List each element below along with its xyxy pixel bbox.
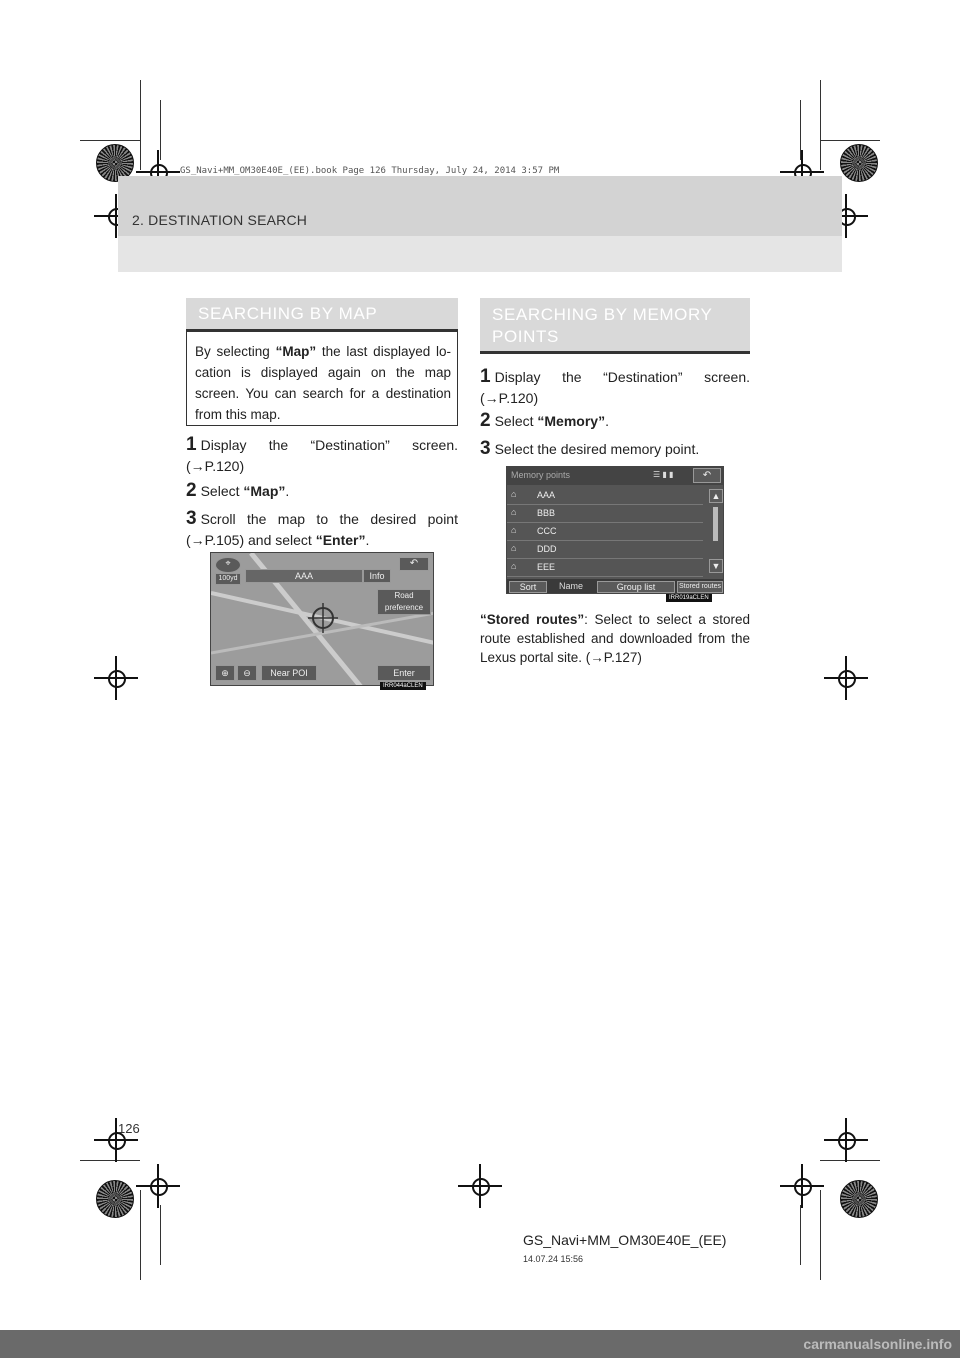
scrollbar[interactable]	[713, 507, 718, 541]
memory-point-icon: ⌂	[511, 561, 517, 571]
enter-button[interactable]: Enter	[377, 665, 431, 681]
watermark-text: carmanualsonline.info	[803, 1336, 952, 1352]
crop-mark	[80, 1160, 140, 1161]
step-3: 3 Select the desired memory point.	[480, 438, 700, 459]
registration-rosette	[840, 144, 878, 182]
crop-mark	[140, 1190, 141, 1280]
registration-mark	[146, 1174, 170, 1198]
info-button[interactable]: Info	[363, 569, 391, 583]
image-code: IRR019aCLEN	[666, 594, 712, 602]
compass-icon[interactable]: ⌖	[215, 557, 241, 573]
footer-code: GS_Navi+MM_OM30E40E_(EE)	[523, 1232, 727, 1248]
registration-mark	[468, 1174, 492, 1198]
list-item[interactable]	[507, 487, 703, 505]
stored-routes-button[interactable]: Stored routes	[677, 581, 723, 593]
zoom-in-button[interactable]: ⊕	[215, 665, 235, 681]
list-item-label: CCC	[537, 526, 557, 536]
list-item[interactable]	[507, 559, 703, 577]
watermark-bar	[0, 1330, 960, 1358]
memory-point-icon: ⌂	[511, 507, 517, 517]
registration-mark	[834, 666, 858, 690]
crop-mark	[820, 1160, 880, 1161]
street-name-bar: AAA	[245, 569, 363, 583]
page-down-icon[interactable]: ▼	[709, 559, 723, 573]
memory-point-icon: ⌂	[511, 489, 517, 499]
page-up-icon[interactable]: ▲	[709, 489, 723, 503]
crop-mark	[820, 80, 821, 170]
crop-mark	[80, 140, 140, 141]
group-list-button[interactable]: Group list	[597, 581, 675, 593]
section-label: 2. DESTINATION SEARCH	[132, 212, 308, 228]
map-screenshot	[210, 552, 434, 686]
page-number: 126	[118, 1121, 140, 1136]
stored-routes-note: “Stored routes”: Select to select a stored route established and downloaded from the Lexus portal site. (→P.127)	[480, 612, 750, 665]
crop-mark	[140, 80, 141, 170]
memory-points-list	[507, 487, 703, 577]
registration-mark	[104, 666, 128, 690]
list-item[interactable]	[507, 505, 703, 523]
crop-mark	[800, 1205, 801, 1265]
list-item[interactable]	[507, 541, 703, 559]
intro-box: By selecting “Map” the last displayed lo-cation is displayed again on the map screen. You can search for a destination from this map.	[186, 332, 458, 426]
section-title-map: SEARCHING BY MAP	[186, 298, 458, 332]
step-1: 1 Display the “Destination” screen. (→P.120)	[186, 434, 458, 474]
sort-button[interactable]: Sort	[509, 581, 547, 593]
registration-rosette	[840, 1180, 878, 1218]
registration-rosette	[96, 1180, 134, 1218]
list-item-label: AAA	[537, 490, 556, 500]
crop-mark	[160, 1205, 161, 1265]
near-poi-button[interactable]: Near POI	[261, 665, 317, 681]
registration-mark	[790, 1174, 814, 1198]
bottom-bar	[507, 579, 724, 594]
footer-date: 14.07.24 15:56	[523, 1254, 584, 1264]
crop-mark	[820, 140, 880, 141]
step-2: 2 Select “Memory”.	[480, 410, 609, 431]
back-icon[interactable]: ↶	[399, 557, 429, 571]
memory-point-icon: ⌂	[511, 543, 517, 553]
list-item-label: BBB	[537, 508, 556, 518]
registration-mark	[834, 1128, 858, 1152]
step-2: 2 Select “Map”.	[186, 480, 290, 501]
step-3: 3 Scroll the map to the desired point (→P.105) and select “Enter”.	[186, 508, 458, 548]
back-icon[interactable]: ↶	[693, 468, 721, 483]
screen-title: Memory points	[511, 470, 571, 480]
screen-title-bar	[507, 467, 724, 485]
step-1: 1 Display the “Destination” screen. (→P.120)	[480, 366, 750, 406]
road-preference-button[interactable]: Road preference	[377, 589, 431, 615]
zoom-out-button[interactable]: ⊖	[237, 665, 257, 681]
list-item-label: EEE	[537, 562, 556, 572]
list-item[interactable]	[507, 523, 703, 541]
status-icons: ☰ ▮ ▮	[653, 470, 674, 479]
image-code: IRR044aCLEN	[380, 682, 426, 690]
crop-mark	[820, 1190, 821, 1280]
memory-point-icon: ⌂	[511, 525, 517, 535]
list-item-label: DDD	[537, 544, 557, 554]
crop-mark	[160, 100, 161, 160]
book-info-line: GS_Navi+MM_OM30E40E_(EE).book Page 126 Thursday, July 24, 2014 3:57 PM	[180, 166, 560, 176]
memory-points-screenshot	[506, 466, 724, 594]
section-title-memory: SEARCHING BY MEMORY POINTS	[480, 298, 750, 354]
sort-name-label: Name	[559, 581, 584, 591]
scale-indicator: 100yd	[215, 573, 241, 585]
